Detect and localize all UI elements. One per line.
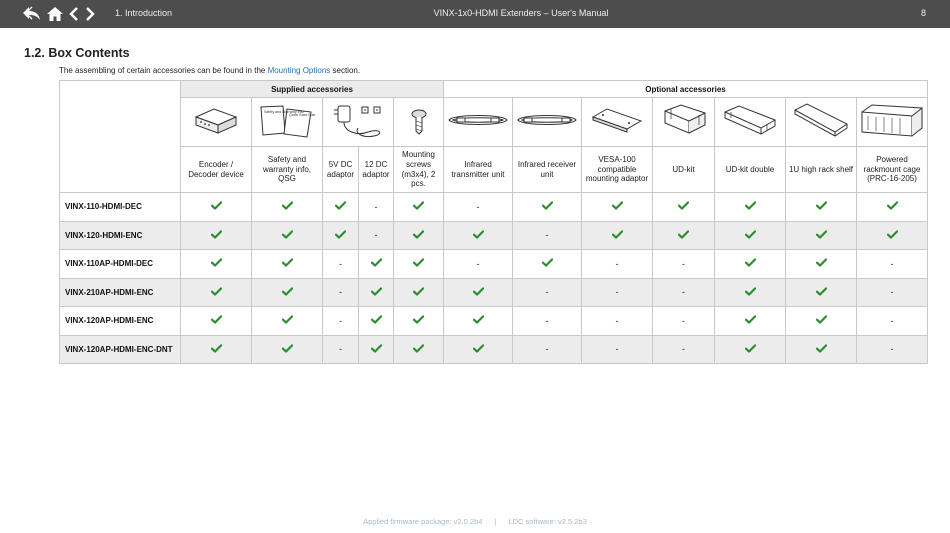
check-icon [542, 201, 553, 210]
included-cell [252, 307, 323, 336]
included-cell [181, 193, 252, 222]
not-included-cell [582, 278, 653, 307]
check-icon [887, 201, 898, 210]
dash-mark: - [615, 258, 619, 269]
included-cell [394, 278, 444, 307]
check-icon [816, 258, 827, 267]
col-12-adaptor: 12 DC adaptor [359, 147, 394, 193]
included-cell [252, 278, 323, 307]
dash-mark: - [615, 315, 619, 326]
dash-mark: - [476, 201, 480, 212]
check-icon [211, 201, 222, 210]
check-icon [335, 230, 346, 239]
not-included-cell [359, 193, 394, 222]
dash-mark: - [545, 230, 549, 241]
col-vesa-adaptor: VESA-100 compatible mounting adaptor [582, 147, 653, 193]
included-cell [394, 307, 444, 336]
model-name: VINX-110AP-HDMI-DEC [60, 250, 181, 279]
page-number: 8 [920, 8, 926, 18]
intro-before: The assembling of certain accessories can be found in the [59, 66, 268, 75]
footer [0, 517, 950, 526]
box-contents-table [59, 80, 928, 364]
included-cell [444, 335, 513, 364]
dash-mark: - [682, 287, 685, 298]
optional-accessories-header: Optional accessories [444, 81, 928, 98]
model-name: VINX-120AP-HDMI-ENC-DNT [60, 335, 181, 364]
included-cell [444, 221, 513, 250]
included-cell [323, 221, 359, 250]
dash-mark: - [339, 315, 342, 326]
included-cell [394, 193, 444, 222]
section-title[interactable]: 1. Introduction [115, 8, 173, 18]
check-icon [211, 230, 222, 239]
check-icon [413, 258, 424, 267]
page-heading: 1.2. Box Contents [24, 46, 130, 60]
check-icon [612, 230, 623, 239]
col-encoder-decoder: Encoder / Decoder device [181, 147, 252, 193]
included-cell [653, 221, 715, 250]
check-icon [678, 230, 689, 239]
table-row [60, 193, 928, 222]
not-included-cell [359, 221, 394, 250]
check-icon [473, 287, 484, 296]
safety-qsg-image [252, 98, 323, 147]
encoder-device-image [181, 98, 252, 147]
included-cell [181, 335, 252, 364]
included-cell [359, 307, 394, 336]
check-icon [413, 344, 424, 353]
dash-mark: - [476, 258, 480, 269]
not-included-cell [513, 335, 582, 364]
included-cell [359, 278, 394, 307]
table-corner [60, 81, 181, 193]
not-included-cell [653, 278, 715, 307]
included-cell [715, 307, 786, 336]
included-cell [582, 221, 653, 250]
vesa-adaptor-image [582, 98, 653, 147]
col-mounting-screws: Mounting screws (m3x4), 2 pcs. [394, 147, 444, 193]
check-icon [335, 201, 346, 210]
not-included-cell [582, 250, 653, 279]
included-cell [786, 250, 857, 279]
check-icon [745, 315, 756, 324]
included-cell [359, 250, 394, 279]
included-cell [252, 335, 323, 364]
col-rackmount-cage: Powered rackmount cage (PRC-16-205) [857, 147, 928, 193]
check-icon [371, 287, 382, 296]
not-included-cell [444, 250, 513, 279]
mounting-screws-image [394, 98, 444, 147]
footer-separator: | [494, 517, 497, 526]
col-rack-shelf: 1U high rack shelf [786, 147, 857, 193]
dc-adaptor-image [323, 98, 394, 147]
dash-mark: - [890, 287, 894, 298]
document-title: VINX-1x0-HDMI Extenders – User's Manual [433, 8, 609, 18]
col-ir-receiver: Infrared receiver unit [513, 147, 582, 193]
check-icon [816, 201, 827, 210]
check-icon [745, 287, 756, 296]
not-included-cell [513, 307, 582, 336]
check-icon [745, 201, 756, 210]
check-icon [282, 258, 293, 267]
included-cell [444, 307, 513, 336]
table-row [60, 221, 928, 250]
col-safety-warranty: Safety and warranty info, QSG [252, 147, 323, 193]
supplied-accessories-header: Supplied accessories [181, 81, 444, 98]
not-included-cell [444, 193, 513, 222]
qsg-card-text: Quick Start Guide [289, 113, 315, 117]
check-icon [413, 201, 424, 210]
table-row [60, 335, 928, 364]
included-cell [444, 278, 513, 307]
included-cell [786, 335, 857, 364]
top-bar [0, 0, 950, 28]
included-cell [252, 221, 323, 250]
not-included-cell [857, 307, 928, 336]
included-cell [252, 193, 323, 222]
included-cell [359, 335, 394, 364]
included-cell [181, 221, 252, 250]
included-cell [857, 221, 928, 250]
included-cell [715, 278, 786, 307]
intro-after: section. [330, 66, 361, 75]
dash-mark: - [682, 344, 685, 355]
model-name: VINX-210AP-HDMI-ENC [60, 278, 181, 307]
dash-mark: - [890, 258, 894, 269]
included-cell [786, 221, 857, 250]
table-row [60, 250, 928, 279]
dash-mark: - [682, 258, 685, 269]
check-icon [816, 230, 827, 239]
dash-mark: - [374, 230, 378, 241]
safety-card-text: Safety and Warranty Info [264, 110, 304, 114]
included-cell [715, 221, 786, 250]
not-included-cell [857, 335, 928, 364]
check-icon [816, 315, 827, 324]
rackmount-cage-image [857, 98, 928, 147]
not-included-cell [323, 335, 359, 364]
intro-text [59, 66, 360, 75]
included-cell [394, 250, 444, 279]
check-icon [473, 230, 484, 239]
included-cell [786, 278, 857, 307]
table-row [60, 307, 928, 336]
included-cell [394, 221, 444, 250]
check-icon [371, 315, 382, 324]
included-cell [857, 193, 928, 222]
ud-kit-image [653, 98, 715, 147]
included-cell [181, 278, 252, 307]
included-cell [394, 335, 444, 364]
included-cell [181, 307, 252, 336]
ir-receiver-image [513, 98, 582, 147]
check-icon [413, 287, 424, 296]
check-icon [887, 230, 898, 239]
not-included-cell [582, 335, 653, 364]
included-cell [582, 193, 653, 222]
included-cell [513, 193, 582, 222]
check-icon [816, 344, 827, 353]
included-cell [786, 307, 857, 336]
table-body [60, 193, 928, 364]
mounting-options-link[interactable]: Mounting Options [267, 66, 331, 75]
rack-shelf-image [786, 98, 857, 147]
check-icon [542, 258, 553, 267]
included-cell [653, 193, 715, 222]
check-icon [282, 230, 293, 239]
dash-mark: - [374, 201, 378, 212]
not-included-cell [857, 278, 928, 307]
check-icon [745, 258, 756, 267]
not-included-cell [513, 278, 582, 307]
check-icon [612, 201, 623, 210]
included-cell [252, 250, 323, 279]
col-5v-adaptor: 5V DC adaptor [323, 147, 359, 193]
check-icon [282, 287, 293, 296]
not-included-cell [323, 278, 359, 307]
check-icon [816, 287, 827, 296]
firmware-version: Applied firmware package: v2.0.2b4 [363, 517, 483, 526]
ir-transmitter-image [444, 98, 513, 147]
check-icon [745, 230, 756, 239]
check-icon [371, 344, 382, 353]
included-cell [715, 193, 786, 222]
included-cell [786, 193, 857, 222]
check-icon [371, 258, 382, 267]
check-icon [678, 201, 689, 210]
check-icon [473, 344, 484, 353]
dash-mark: - [615, 344, 619, 355]
dash-mark: - [545, 287, 549, 298]
not-included-cell [513, 221, 582, 250]
included-cell [715, 335, 786, 364]
check-icon [282, 201, 293, 210]
dash-mark: - [682, 315, 685, 326]
dash-mark: - [339, 258, 342, 269]
included-cell [715, 250, 786, 279]
ud-kit-double-image [715, 98, 786, 147]
model-name: VINX-110-HDMI-DEC [60, 193, 181, 222]
check-icon [211, 287, 222, 296]
dash-mark: - [545, 315, 549, 326]
col-ud-kit-double: UD-kit double [715, 147, 786, 193]
not-included-cell [323, 307, 359, 336]
not-included-cell [857, 250, 928, 279]
not-included-cell [653, 250, 715, 279]
col-ir-transmitter: Infrared transmitter unit [444, 147, 513, 193]
model-name: VINX-120-HDMI-ENC [60, 221, 181, 250]
dash-mark: - [339, 344, 342, 355]
dash-mark: - [890, 344, 894, 355]
check-icon [282, 315, 293, 324]
check-icon [211, 315, 222, 324]
dash-mark: - [890, 315, 894, 326]
included-cell [323, 193, 359, 222]
check-icon [745, 344, 756, 353]
table-row [60, 278, 928, 307]
included-cell [513, 250, 582, 279]
not-included-cell [582, 307, 653, 336]
dash-mark: - [545, 344, 549, 355]
dash-mark: - [339, 287, 342, 298]
check-icon [211, 344, 222, 353]
check-icon [211, 258, 222, 267]
not-included-cell [653, 307, 715, 336]
col-ud-kit: UD-kit [653, 147, 715, 193]
check-icon [282, 344, 293, 353]
not-included-cell [653, 335, 715, 364]
check-icon [413, 315, 424, 324]
dash-mark: - [615, 287, 619, 298]
ldc-version: LDC software: v2.5.2b3 [508, 517, 587, 526]
model-name: VINX-120AP-HDMI-ENC [60, 307, 181, 336]
check-icon [473, 315, 484, 324]
included-cell [181, 250, 252, 279]
not-included-cell [323, 250, 359, 279]
check-icon [413, 230, 424, 239]
